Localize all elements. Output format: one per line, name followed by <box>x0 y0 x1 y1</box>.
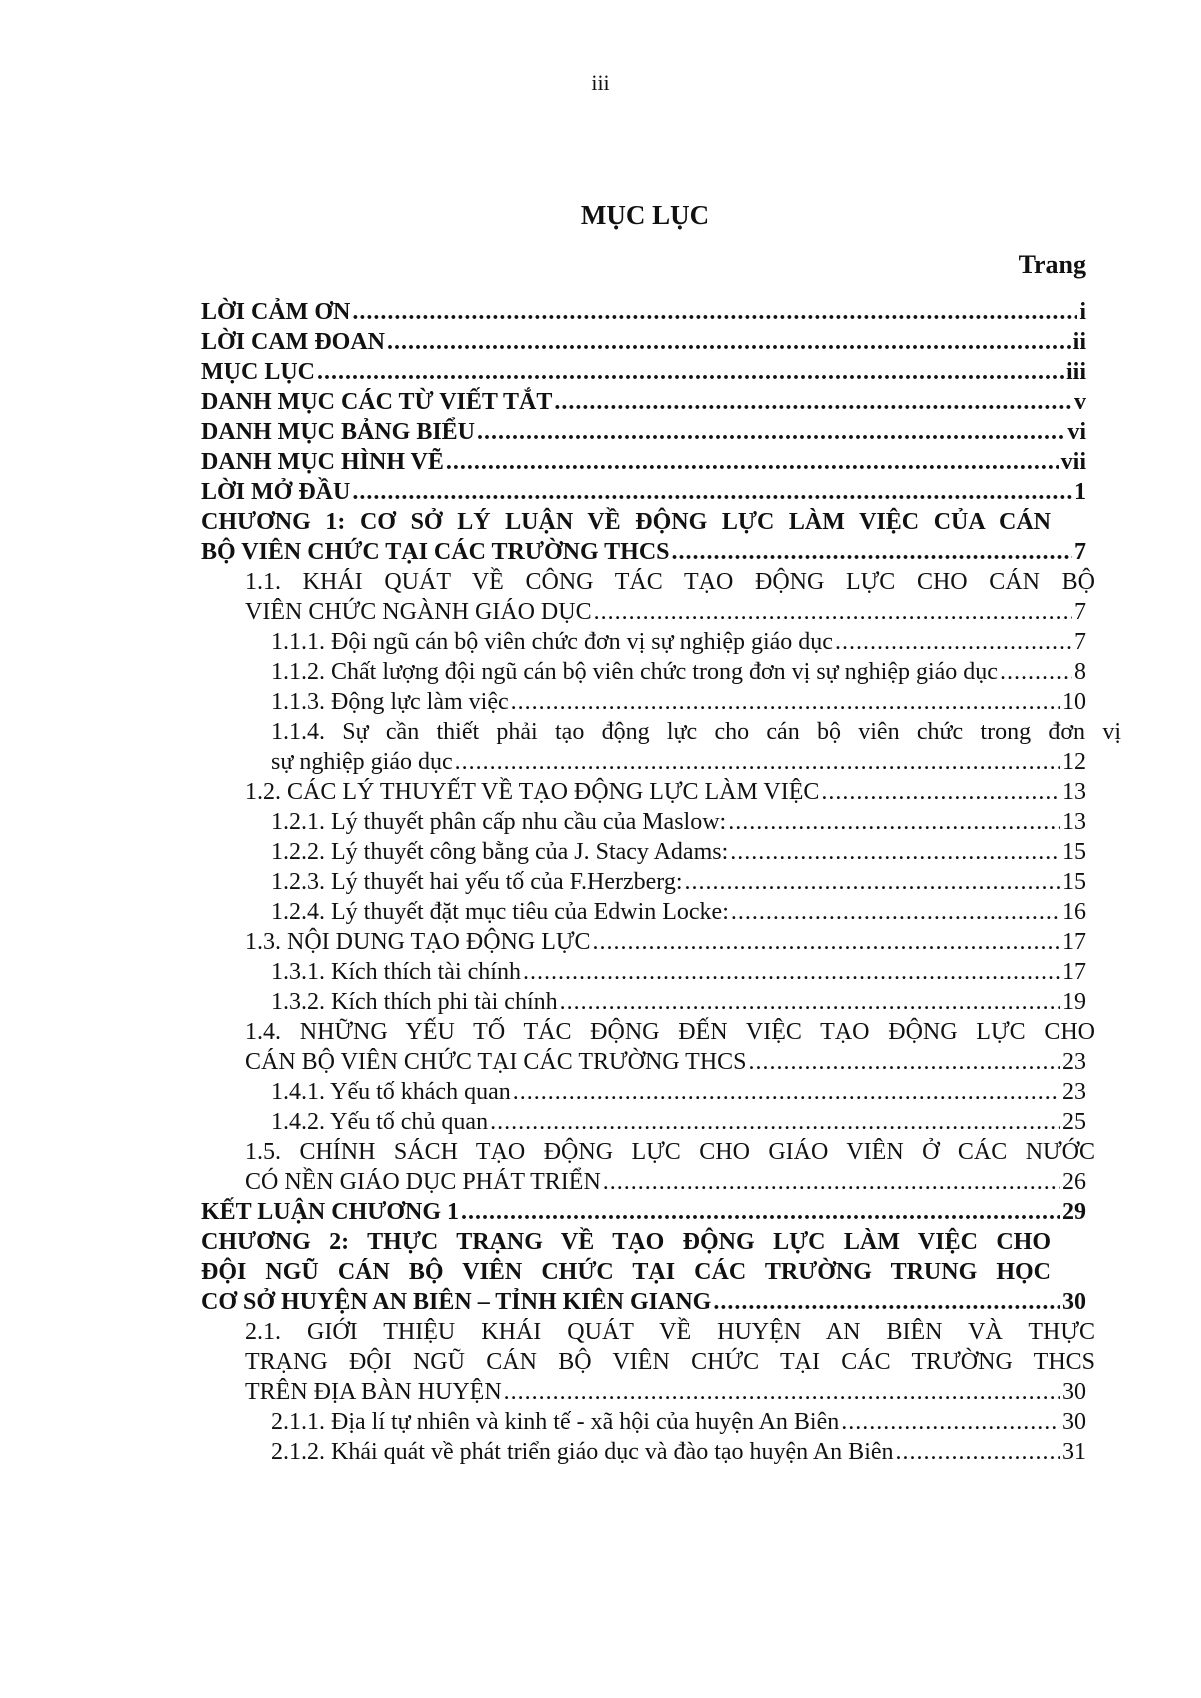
toc-entry-text: MỤC LỤC <box>201 359 315 385</box>
toc-entry-text: 1.2.3. Lý thuyết hai yếu tố của F.Herzberg: <box>271 869 683 895</box>
dot-leader <box>352 297 1077 327</box>
dot-leader <box>455 747 1060 777</box>
toc-entry[interactable] <box>201 687 1086 717</box>
toc-entry-text: DANH MỤC HÌNH VẼ <box>201 449 444 475</box>
toc-entry[interactable] <box>201 327 1086 357</box>
toc-entry-text: BỘ VIÊN CHỨC TẠI CÁC TRƯỜNG THCS <box>201 539 670 565</box>
toc-entry-text: 1.2. CÁC LÝ THUYẾT VỀ TẠO ĐỘNG LỰC LÀM VIỆC <box>245 779 820 805</box>
toc-entry-text: CHƯƠNG 1: CƠ SỞ LÝ LUẬN VỀ ĐỘNG LỰC LÀM VIỆC CỦA CÁN <box>201 509 1051 535</box>
toc-page-number: 10 <box>1062 689 1086 715</box>
dot-leader <box>593 927 1061 957</box>
toc-entry[interactable] <box>201 1107 1086 1137</box>
dot-leader <box>504 1377 1060 1407</box>
dot-leader <box>594 597 1072 627</box>
toc-entry[interactable] <box>201 507 1086 567</box>
dot-leader <box>554 387 1072 417</box>
dot-leader <box>352 477 1072 507</box>
toc-entry-text: CÓ NỀN GIÁO DỤC PHÁT TRIỂN <box>245 1169 601 1195</box>
toc-entry[interactable] <box>201 897 1086 927</box>
toc-entry-text: 1.3.1. Kích thích tài chính <box>271 959 521 985</box>
toc-page-number: 23 <box>1062 1079 1086 1105</box>
page-column-header: Trang <box>1018 250 1086 279</box>
toc-page-number: 30 <box>1062 1289 1086 1315</box>
toc-page-number: 7 <box>1074 539 1086 565</box>
toc-entry[interactable] <box>201 627 1086 657</box>
table-of-contents <box>201 297 1121 1467</box>
toc-entry[interactable] <box>201 657 1086 687</box>
toc-entry-text: CÁN BỘ VIÊN CHỨC TẠI CÁC TRƯỜNG THCS <box>245 1049 747 1075</box>
toc-entry-text: DANH MỤC BẢNG BIỂU <box>201 419 476 445</box>
toc-entry[interactable] <box>201 1077 1086 1107</box>
toc-entry[interactable] <box>201 927 1086 957</box>
toc-page-number: 25 <box>1062 1109 1086 1135</box>
toc-entry[interactable] <box>201 1437 1086 1467</box>
toc-entry-text: CƠ SỞ HUYỆN AN BIÊN – TỈNH KIÊN GIANG <box>201 1289 712 1315</box>
toc-entry-text: 1.1.2. Chất lượng đội ngũ cán bộ viên chức trong đơn vị sự nghiệp giáo dục <box>271 659 998 685</box>
toc-page-number: 30 <box>1062 1409 1086 1435</box>
dot-leader <box>477 417 1065 447</box>
dot-leader <box>511 687 1060 717</box>
toc-page-number: 7 <box>1074 629 1086 655</box>
toc-entry[interactable] <box>201 837 1086 867</box>
toc-entry-text: TRÊN ĐỊA BÀN HUYỆN <box>245 1379 502 1405</box>
toc-entry[interactable] <box>201 1407 1086 1437</box>
toc-page-number: 7 <box>1074 599 1086 625</box>
toc-entry[interactable] <box>201 807 1086 837</box>
toc-page-number: 31 <box>1062 1439 1086 1465</box>
dot-leader <box>446 447 1059 477</box>
dot-leader <box>1000 657 1072 687</box>
dot-leader <box>749 1047 1060 1077</box>
toc-entry-text: 1.2.1. Lý thuyết phân cấp nhu cầu của Maslow: <box>271 809 727 835</box>
toc-entry[interactable] <box>201 417 1086 447</box>
toc-entry[interactable] <box>201 987 1086 1017</box>
toc-page-number: iii <box>1065 359 1086 385</box>
toc-entry[interactable] <box>201 477 1086 507</box>
dot-leader <box>728 807 1060 837</box>
dot-leader <box>685 867 1060 897</box>
toc-entry-text: CHƯƠNG 2: THỰC TRẠNG VỀ TẠO ĐỘNG LỰC LÀM VIỆC CHO <box>201 1229 1051 1255</box>
dot-leader <box>317 357 1064 387</box>
toc-entry-text: 1.4.2. Yếu tố chủ quan <box>271 1109 489 1135</box>
toc-entry-text: 1.1.4. Sự cần thiết phải tạo động lực cho cán bộ viên chức trong đơn vị <box>271 719 1121 745</box>
toc-entry-text: 1.3.2. Kích thích phi tài chính <box>271 989 558 1015</box>
toc-entry[interactable] <box>201 1317 1095 1407</box>
toc-entry[interactable] <box>201 777 1086 807</box>
toc-entry-text: DANH MỤC CÁC TỪ VIẾT TẮT <box>201 389 553 415</box>
toc-page-number: 1 <box>1074 479 1086 505</box>
toc-entry-text: LỜI CẢM ƠN <box>201 299 351 325</box>
toc-entry-text: 1.4.1. Yếu tố khách quan <box>271 1079 511 1105</box>
dot-leader <box>821 777 1060 807</box>
dot-leader <box>387 327 1071 357</box>
toc-entry-text: 2.1. GIỚI THIỆU KHÁI QUÁT VỀ HUYỆN AN BIÊN VÀ THỰC <box>245 1319 1095 1345</box>
toc-entry-text: 1.1.3. Động lực làm việc <box>271 689 509 715</box>
toc-page-number: 23 <box>1062 1049 1086 1075</box>
toc-page-number: 26 <box>1062 1169 1086 1195</box>
toc-page-number: 13 <box>1062 779 1086 805</box>
toc-entry[interactable] <box>201 567 1095 627</box>
toc-entry-text: LỜI CAM ĐOAN <box>201 329 385 355</box>
toc-entry[interactable] <box>201 357 1086 387</box>
dot-leader <box>461 1197 1060 1227</box>
toc-entry-text: 2.1.1. Địa lí tự nhiên và kinh tế - xã hội của huyện An Biên <box>271 1409 840 1435</box>
toc-entry-text: ĐỘI NGŨ CÁN BỘ VIÊN CHỨC TẠI CÁC TRƯỜNG TRUNG HỌC <box>201 1259 1051 1285</box>
toc-entry[interactable] <box>201 717 1121 777</box>
page-title: MỤC LỤC <box>580 200 710 230</box>
toc-entry-text: 1.2.2. Lý thuyết công bằng của J. Stacy Adams: <box>271 839 729 865</box>
toc-page-number: vi <box>1067 419 1086 445</box>
toc-entry[interactable] <box>201 1137 1095 1197</box>
dot-leader <box>841 1407 1060 1437</box>
dot-leader <box>603 1167 1060 1197</box>
toc-entry-text: sự nghiệp giáo dục <box>271 749 453 775</box>
toc-page-number: i <box>1079 299 1086 325</box>
toc-entry-text: 1.1. KHÁI QUÁT VỀ CÔNG TÁC TẠO ĐỘNG LỰC CHO CÁN BỘ <box>245 569 1095 595</box>
toc-page-number: 29 <box>1062 1199 1086 1225</box>
toc-page-number: v <box>1074 389 1086 415</box>
toc-page-number: 19 <box>1062 989 1086 1015</box>
toc-entry-text: 2.1.2. Khái quát về phát triển giáo dục và đào tạo huyện An Biên <box>271 1439 894 1465</box>
toc-page-number: 16 <box>1062 899 1086 925</box>
dot-leader <box>730 837 1060 867</box>
toc-entry-text: 1.5. CHÍNH SÁCH TẠO ĐỘNG LỰC CHO GIÁO VIÊN Ở CÁC NƯỚC <box>245 1139 1095 1165</box>
toc-entry[interactable] <box>201 867 1086 897</box>
toc-entry-text: 1.4. NHỮNG YẾU TỐ TÁC ĐỘNG ĐẾN VIỆC TẠO ĐỘNG LỰC CHO <box>245 1019 1095 1045</box>
toc-page-number: 15 <box>1062 839 1086 865</box>
dot-leader <box>713 1287 1060 1317</box>
page-number: iii <box>591 70 610 95</box>
toc-entry-text: VIÊN CHỨC NGÀNH GIÁO DỤC <box>245 599 592 625</box>
dot-leader <box>490 1107 1060 1137</box>
dot-leader <box>731 897 1060 927</box>
toc-entry[interactable] <box>201 447 1086 477</box>
toc-entry-text: TRẠNG ĐỘI NGŨ CÁN BỘ VIÊN CHỨC TẠI CÁC TRƯỜNG THCS <box>245 1349 1095 1375</box>
toc-entry-text: 1.3. NỘI DUNG TẠO ĐỘNG LỰC <box>245 929 591 955</box>
toc-page-number: 17 <box>1062 959 1086 985</box>
toc-entry[interactable] <box>201 1017 1095 1077</box>
dot-leader <box>560 987 1060 1017</box>
toc-entry[interactable] <box>201 297 1086 327</box>
toc-entry[interactable] <box>201 1197 1086 1227</box>
dot-leader <box>896 1437 1060 1467</box>
dot-leader <box>835 627 1072 657</box>
toc-entry[interactable] <box>201 1227 1086 1317</box>
toc-page-number: 12 <box>1062 749 1086 775</box>
toc-page-number: 30 <box>1062 1379 1086 1405</box>
dot-leader <box>513 1077 1060 1107</box>
toc-entry[interactable] <box>201 387 1086 417</box>
toc-page-number: 8 <box>1074 659 1086 685</box>
dot-leader <box>523 957 1060 987</box>
toc-entry-text: KẾT LUẬN CHƯƠNG 1 <box>201 1199 460 1225</box>
toc-page-number: 13 <box>1062 809 1086 835</box>
toc-page-number: 15 <box>1062 869 1086 895</box>
toc-entry-text: LỜI MỞ ĐẦU <box>201 479 351 505</box>
toc-entry-text: 1.1.1. Đội ngũ cán bộ viên chức đơn vị sự nghiệp giáo dục <box>271 629 833 655</box>
toc-page-number: vii <box>1060 449 1086 475</box>
toc-entry-text: 1.2.4. Lý thuyết đặt mục tiêu của Edwin Locke: <box>271 899 729 925</box>
toc-page-number: ii <box>1072 329 1086 355</box>
toc-entry[interactable] <box>201 957 1086 987</box>
toc-page-number: 17 <box>1062 929 1086 955</box>
dot-leader <box>672 537 1072 567</box>
